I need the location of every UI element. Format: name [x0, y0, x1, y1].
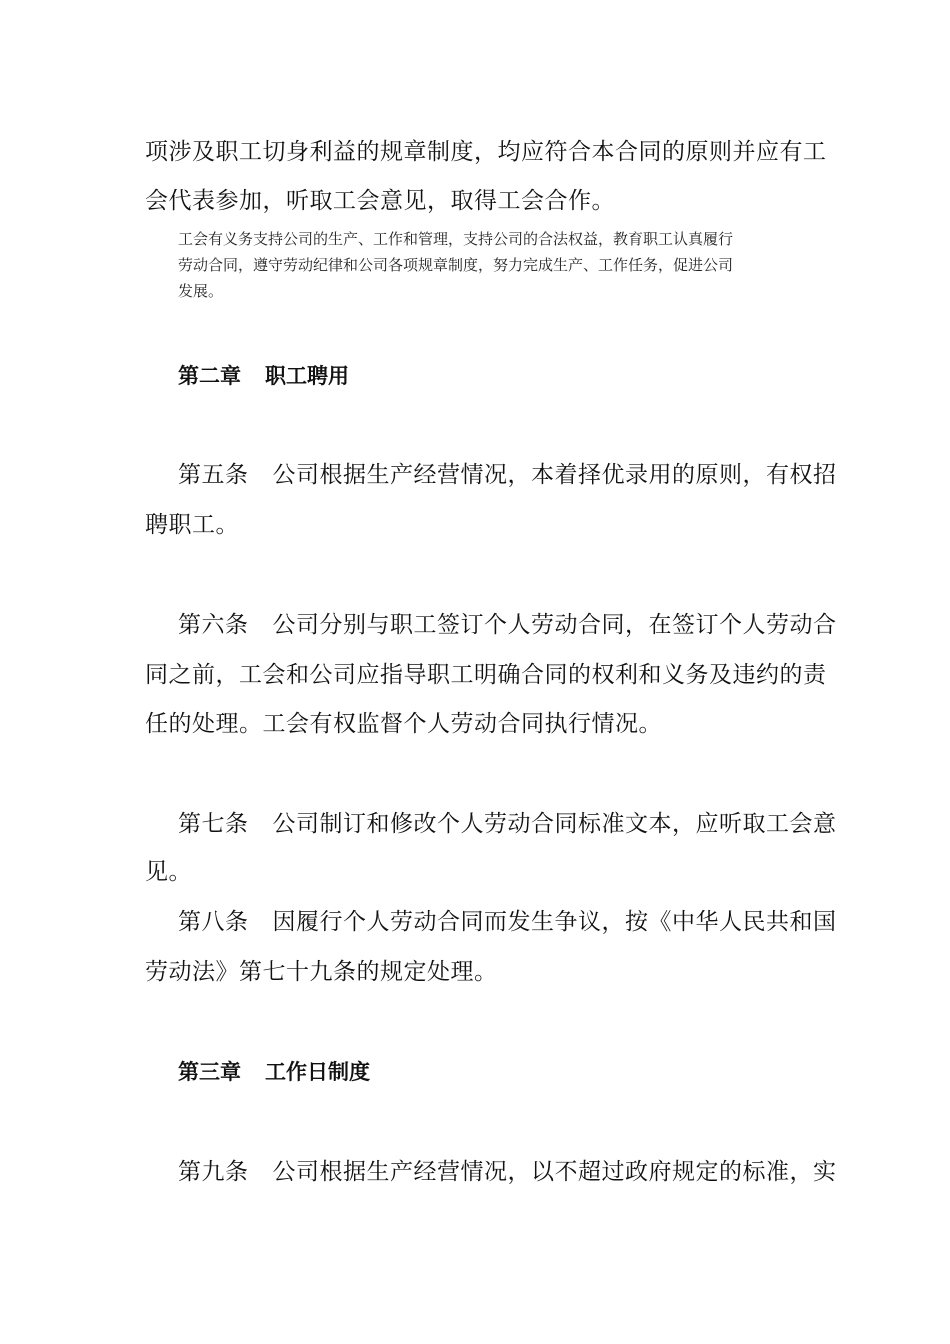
article-line: 第五条 公司根据生产经营情况，本着择优录用的原则，有权招: [178, 462, 837, 488]
article-line: 第九条 公司根据生产经营情况，以不超过政府规定的标准，实: [178, 1159, 837, 1185]
article-line: 同之前，工会和公司应指导职工明确合同的权利和义务及违约的责: [145, 662, 827, 688]
chapter-title: 职工聘用: [265, 364, 349, 388]
chapter-number: 第二章: [178, 364, 241, 388]
paragraph-line: 会代表参加，听取工会意见，取得工会合作。: [145, 188, 615, 214]
article-line: 聘职工。: [145, 512, 239, 538]
article-number: 第九条: [178, 1159, 249, 1185]
chapter-heading: [178, 362, 349, 390]
article-number: 第七条: [178, 811, 249, 837]
article-line: 第八条 因履行个人劳动合同而发生争议，按《中华人民共和国: [178, 909, 837, 935]
chapter-heading: [178, 1058, 370, 1086]
article-line: 第七条 公司制订和修改个人劳动合同标准文本，应听取工会意: [178, 811, 837, 837]
chapter-title: 工作日制度: [265, 1060, 370, 1084]
note-line: 工会有义务支持公司的生产、工作和管理，支持公司的合法权益，教育职工认真履行: [178, 230, 734, 248]
article-line: 见。: [145, 859, 192, 885]
note-line: 劳动合同，遵守劳动纪律和公司各项规章制度，努力完成生产、工作任务，促进公司: [178, 256, 734, 274]
note-line: 发展。: [178, 282, 224, 300]
article-number: 第六条: [178, 612, 249, 638]
paragraph-line: 项涉及职工切身利益的规章制度，均应符合本合同的原则并应有工: [145, 139, 827, 165]
article-number: 第八条: [178, 909, 249, 935]
article-line: 劳动法》第七十九条的规定处理。: [145, 959, 498, 985]
chapter-number: 第三章: [178, 1060, 241, 1084]
article-number: 第五条: [178, 462, 249, 488]
article-line: 任的处理。工会有权监督个人劳动合同执行情况。: [145, 711, 662, 737]
article-line: 第六条 公司分别与职工签订个人劳动合同，在签订个人劳动合: [178, 612, 837, 638]
